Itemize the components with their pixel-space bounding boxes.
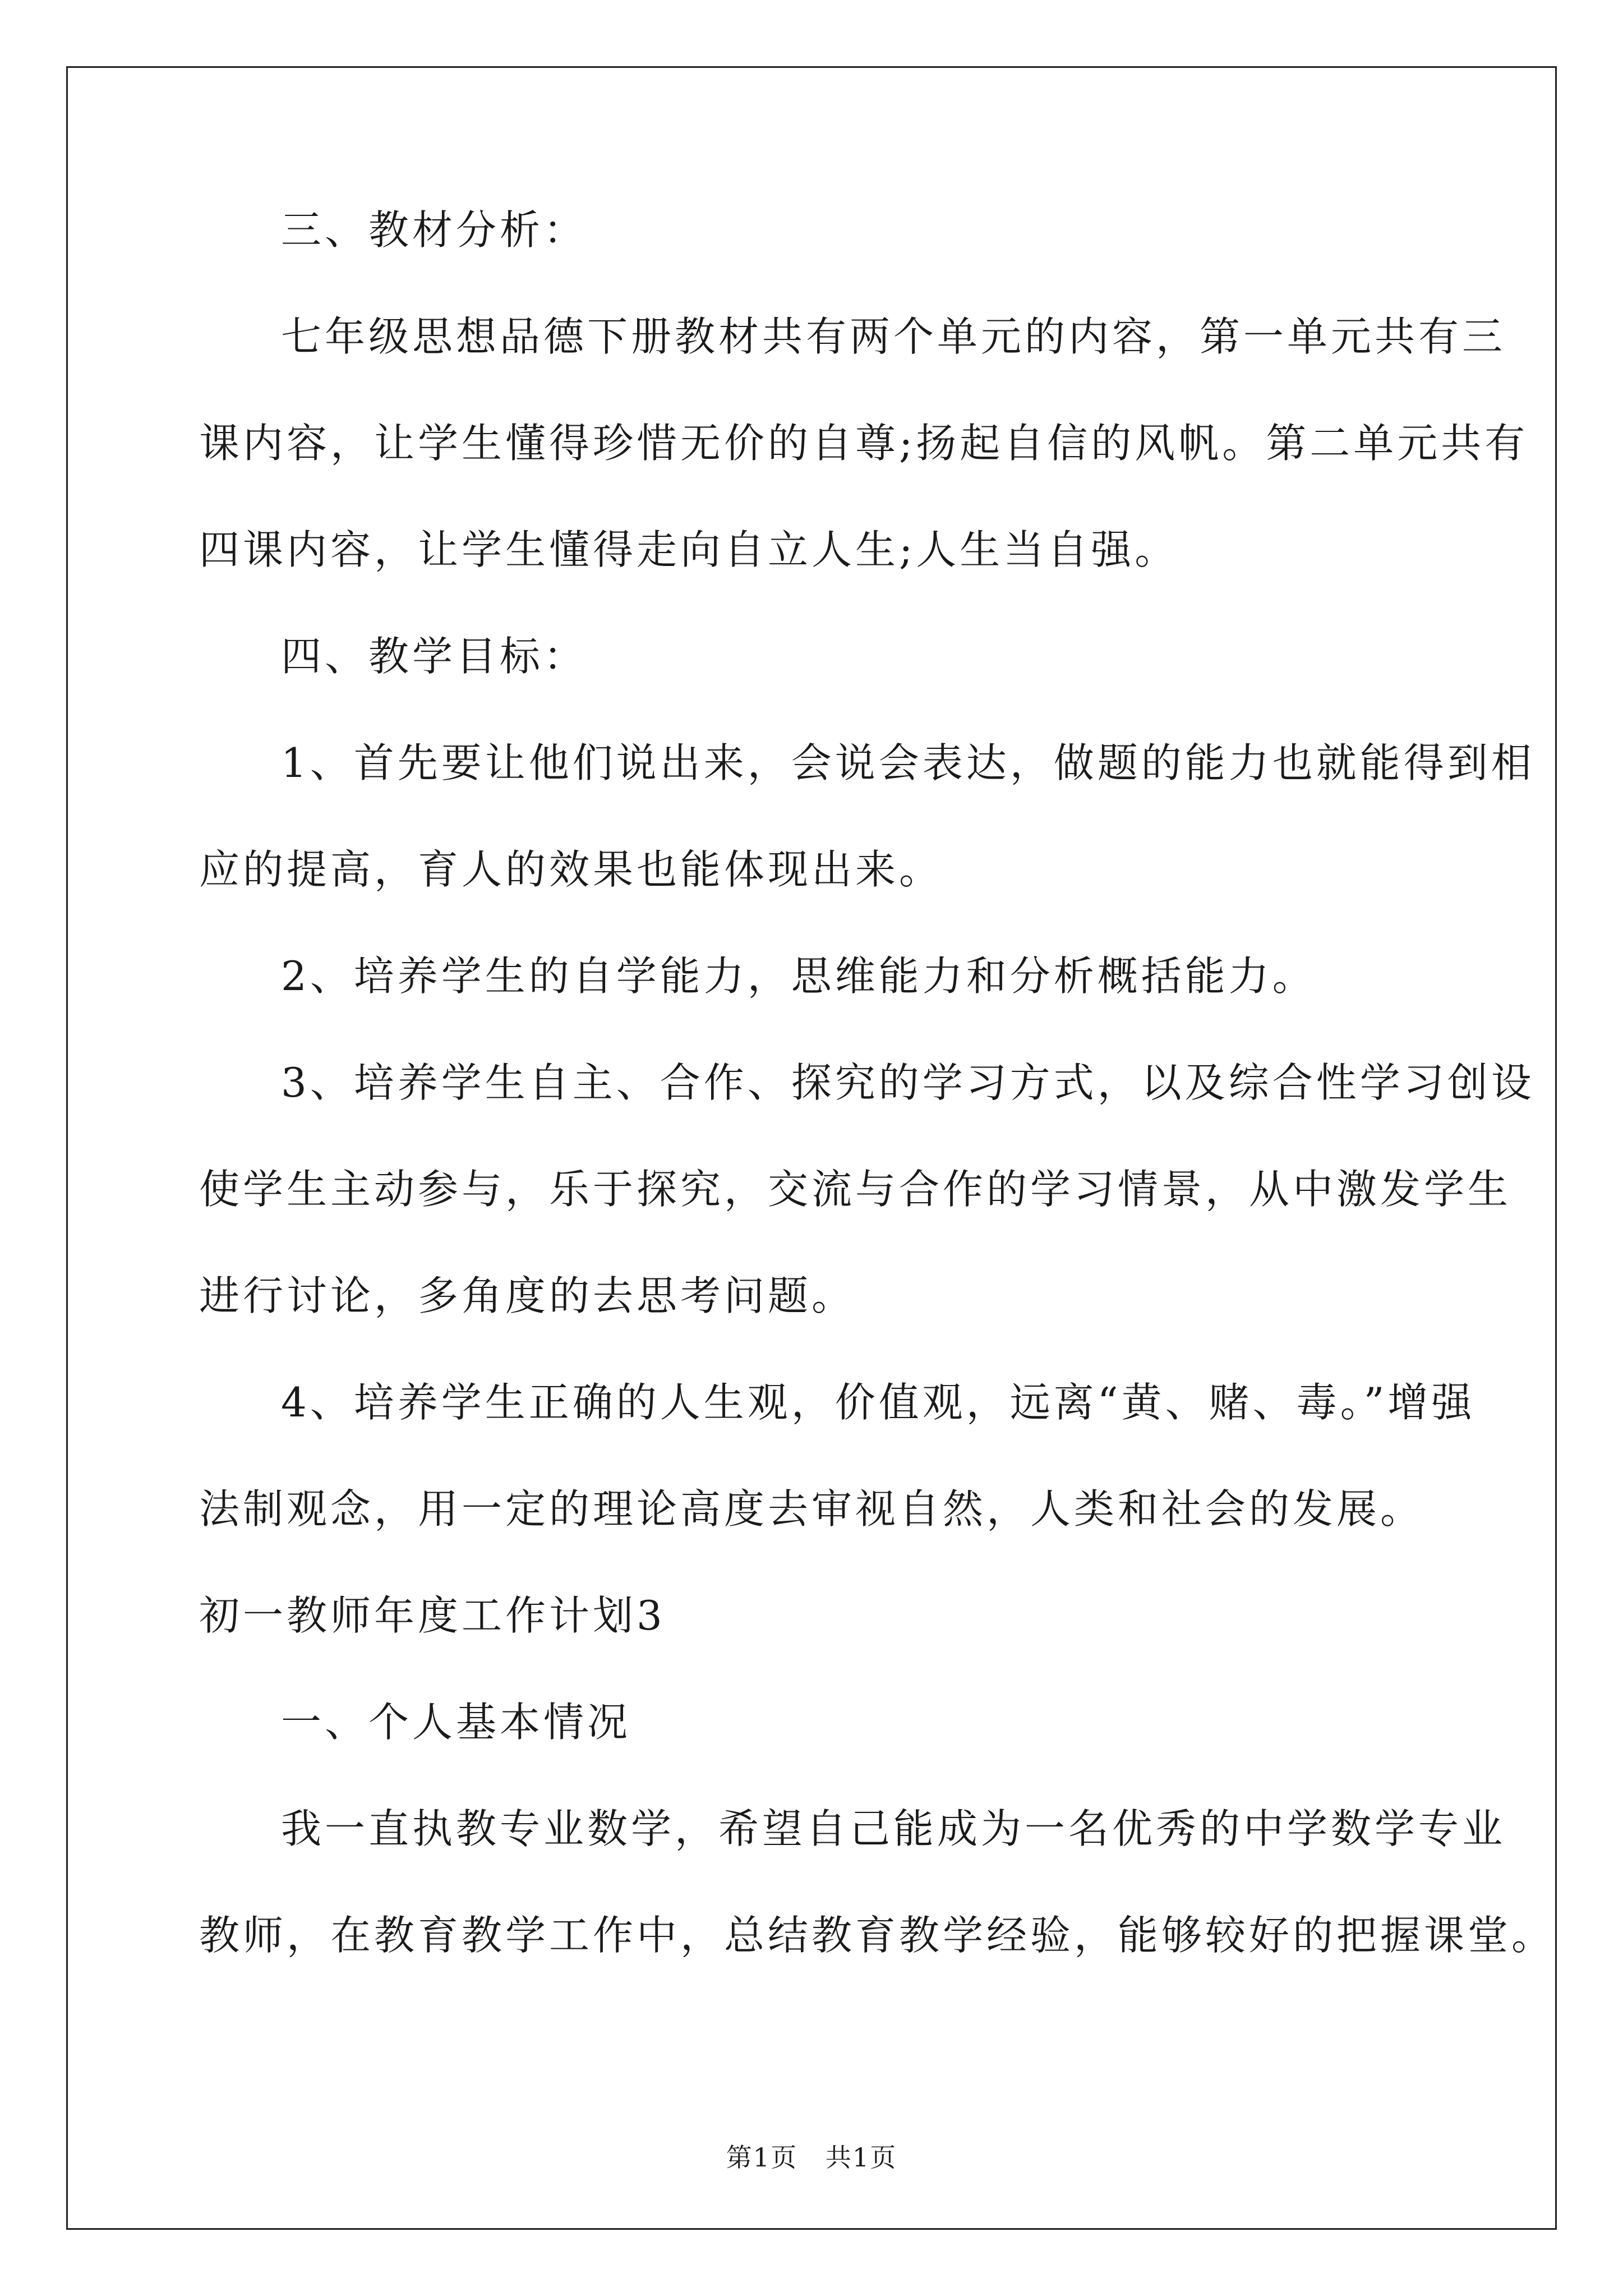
paragraph-line: 法制观念，用一定的理论高度去审视自然，人类和社会的发展。 [199, 1485, 1424, 1533]
paragraph-line: 使学生主动参与，乐于探究，交流与合作的学习情景，从中激发学生 [199, 1166, 1512, 1213]
paragraph-line: 3、培养学生自主、合作、探究的学习方式，以及综合性学习创设 [281, 1059, 1535, 1106]
paragraph-line: 教师，在教育教学工作中，总结教育教学经验，能够较好的把握课堂。 [199, 1912, 1556, 1959]
paragraph-line: 课内容，让学生懂得珍惜无价的自尊;扬起自信的风帆。第二单元共有 [199, 420, 1529, 467]
page-border [66, 66, 1557, 2230]
paragraph-line: 七年级思想品德下册教材共有两个单元的内容，第一单元共有三 [281, 313, 1506, 360]
paragraph-line: 四课内容，让学生懂得走向自立人生;人生当自强。 [199, 526, 1179, 573]
page-number-footer: 第1页 共1页 [726, 2142, 897, 2173]
document-title: 初一教师年度工作计划3 [199, 1592, 666, 1639]
paragraph-line: 我一直执教专业数学，希望自己能成为一名优秀的中学数学专业 [281, 1805, 1506, 1852]
paragraph-line: 4、培养学生正确的人生观，价值观，远离“黄、赌、毒。”增强 [281, 1379, 1476, 1426]
paragraph-line: 2、培养学生的自学能力，思维能力和分析概括能力。 [281, 953, 1316, 1000]
section-heading-teaching-goals: 四、教学目标： [281, 633, 588, 680]
section-heading-personal-info: 一、个人基本情况 [281, 1699, 631, 1746]
paragraph-line: 进行讨论，多角度的去思考问题。 [199, 1272, 856, 1319]
section-heading-teaching-material-analysis: 三、教材分析： [281, 206, 588, 254]
paragraph-line: 1、首先要让他们说出来，会说会表达，做题的能力也就能得到相 [281, 739, 1535, 786]
paragraph-line: 应的提高，育人的效果也能体现出来。 [199, 846, 943, 893]
